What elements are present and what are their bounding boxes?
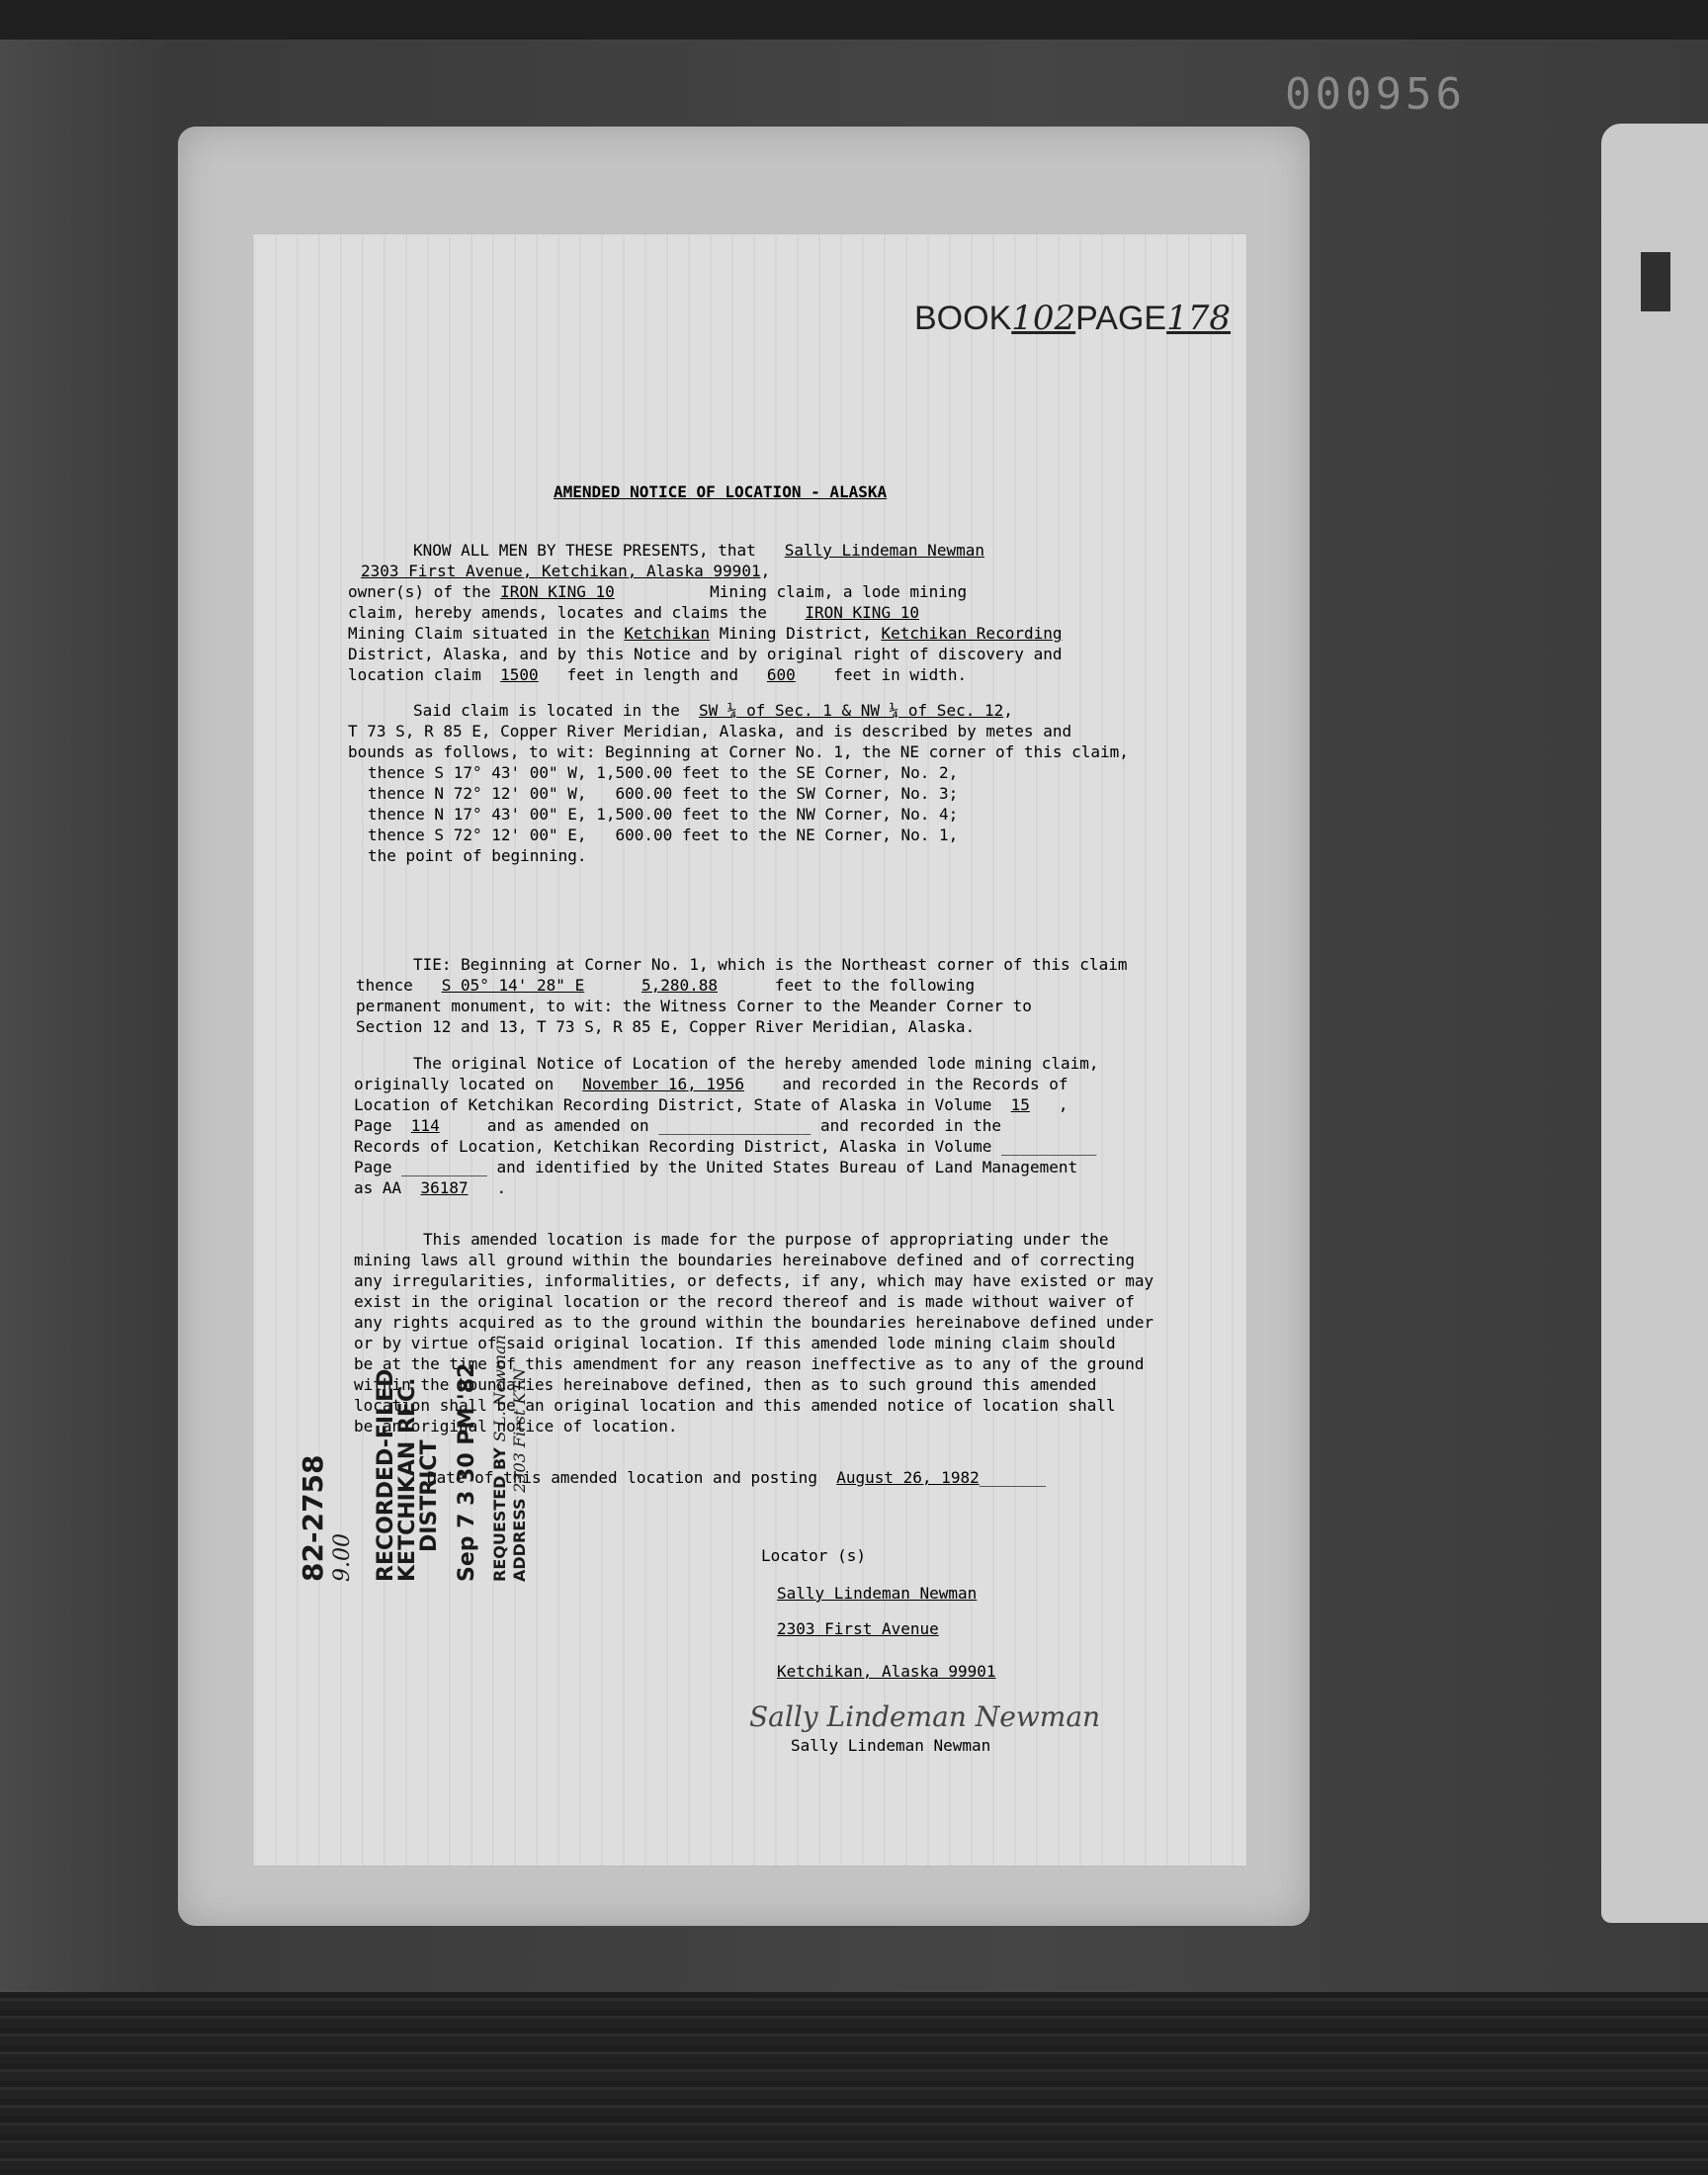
original-line1: The original Notice of Location of the hereby amended lode mining claim,: [413, 1054, 1099, 1073]
locator-city: Ketchikan, Alaska 99901: [777, 1662, 996, 1681]
purpose-line10: be an original notice of location.: [354, 1417, 678, 1436]
book-number: 102: [1011, 299, 1076, 338]
located-date: November 16, 1956: [582, 1075, 744, 1093]
claim-location: SW ¼ of Sec. 1 & NW ¼ of Sec. 12: [698, 701, 1004, 720]
document-title: AMENDED NOTICE OF LOCATION - ALASKA: [554, 482, 888, 501]
locator-street: 2303 First Avenue: [777, 1619, 939, 1638]
para1-line5: Mining Claim situated in the Ketchikan Mining District, Ketchikan Recording: [348, 624, 1063, 643]
locator-printed-name: Sally Lindeman Newman: [791, 1736, 991, 1755]
tie-distance: 5,280.88: [641, 976, 719, 995]
aa-number: 36187: [420, 1178, 469, 1197]
adjacent-page-strip: [1601, 124, 1708, 1923]
tie-line3: permanent monument, to wit: the Witness Corner to the Meander Corner to: [356, 997, 1032, 1015]
tie-line4: Section 12 and 13, T 73 S, R 85 E, Copper River Meridian, Alaska.: [356, 1017, 976, 1036]
claim-name-2: IRON KING 10: [805, 603, 919, 622]
original-line5: Records of Location, Ketchikan Recording District, Alaska in Volume __________: [354, 1137, 1097, 1156]
claim-width: 600: [766, 665, 796, 684]
para1-line3: owner(s) of the IRON KING 10 Mining claim, a lode mining: [348, 582, 968, 601]
adjacent-page-tab: [1641, 252, 1670, 311]
para2-line1: Said claim is located in the SW ¼ of Sec. 1 & NW ¼ of Sec. 12,: [413, 701, 1013, 720]
volume: 15: [1010, 1095, 1030, 1114]
tie-line2: thence S 05° 14' 28" E 5,280.88 feet to the following: [356, 976, 976, 995]
locator-name: Sally Lindeman Newman: [777, 1584, 978, 1603]
page: 114: [410, 1116, 440, 1135]
locator-heading: Locator (s): [761, 1546, 866, 1565]
owner-name: Sally Lindeman Newman: [784, 541, 984, 560]
page-label: PAGE: [1075, 300, 1167, 337]
bounds-call-4: thence S 72° 12' 00" E, 600.00 feet to the NE Corner, No. 1,: [368, 826, 959, 844]
posting-date: August 26, 1982: [836, 1468, 980, 1487]
original-line7: as AA 36187 .: [354, 1178, 507, 1197]
para1-line2: 2303 First Avenue, Ketchikan, Alaska 99901,: [361, 562, 771, 580]
recording-filed: RECORDED-FILED: [374, 1368, 398, 1582]
recording-datetime: Sep 7 3 30 PM '82: [455, 1362, 479, 1582]
tie-line1: TIE: Beginning at Corner No. 1, which is the Northeast corner of this claim: [413, 955, 1128, 974]
original-line3: Location of Ketchikan Recording District, State of Alaska in Volume 15 ,: [354, 1095, 1068, 1114]
purpose-line6: or by virtue of said original location. If this amended lode mining claim should: [354, 1334, 1116, 1352]
para1-line7: location claim 1500 feet in length and 600 feet in width.: [348, 665, 968, 684]
tie-bearing: S 05° 14' 28" E: [441, 976, 585, 995]
bounds-call-5: the point of beginning.: [368, 846, 587, 865]
bounds-call-1: thence S 17° 43' 00" W, 1,500.00 feet to the SE Corner, No. 2,: [368, 763, 959, 782]
bounds-call-3: thence N 17° 43' 00" E, 1,500.00 feet to the NW Corner, No. 4;: [368, 805, 959, 824]
scan-top-border: [0, 0, 1708, 40]
posting-date-line: Date of this amended location and posting August 26, 1982_______: [427, 1468, 1047, 1487]
purpose-line5: any rights acquired as to the ground within the boundaries hereinabove defined under: [354, 1313, 1154, 1332]
purpose-line7: be at the time of this amendment for any reason ineffective as to any of the ground: [354, 1354, 1145, 1373]
mining-district: Ketchikan: [624, 624, 711, 643]
purpose-line1: This amended location is made for the purpose of appropriating under the: [423, 1230, 1109, 1249]
purpose-line3: any irregularities, informalities, or defects, if any, which may have existed or may: [354, 1271, 1154, 1290]
para1-line6: District, Alaska, and by this Notice and by original right of discovery and: [348, 645, 1063, 663]
control-number: 000956: [1285, 69, 1466, 120]
recording-address: ADDRESS 2303 First KTN: [510, 1367, 529, 1582]
para1-line4: claim, hereby amends, locates and claims the IRON KING 10: [348, 603, 919, 622]
recording-district-1: KETCHIKAN REC.: [395, 1377, 420, 1582]
recording-district: Ketchikan Recording: [881, 624, 1063, 643]
original-line2: originally located on November 16, 1956 and recorded in the Records of: [354, 1075, 1068, 1093]
purpose-line9: location shall be an original location and this amended notice of location shall: [354, 1396, 1116, 1415]
book-label: BOOK: [914, 300, 1012, 337]
recording-doc-number: 82-2758: [297, 1454, 329, 1582]
locator-signature: Sally Lindeman Newman: [749, 1700, 1101, 1733]
claim-length: 1500: [500, 665, 539, 684]
original-line6: Page _________ and identified by the United States Bureau of Land Management: [354, 1158, 1078, 1176]
original-line4: Page 114 and as amended on ________________ and recorded in the: [354, 1116, 1002, 1135]
owner-address: 2303 First Avenue, Ketchikan, Alaska 99901: [361, 562, 761, 580]
recording-district-2: DISTRICT: [417, 1439, 442, 1552]
recording-fee: 9.00: [330, 1533, 355, 1582]
para2-line2: T 73 S, R 85 E, Copper River Meridian, Alaska, and is described by metes and: [348, 722, 1072, 740]
para1-line1: KNOW ALL MEN BY THESE PRESENTS, that Sally Lindeman Newman: [413, 541, 984, 560]
recording-stamp: [297, 1265, 534, 1582]
claim-name: IRON KING 10: [500, 582, 615, 601]
recording-requested-by: REQUESTED BY S.L. Newman: [490, 1335, 509, 1582]
document-page: [252, 233, 1247, 1867]
book-page-stamp: [914, 299, 1231, 338]
para2-line3: bounds as follows, to wit: Beginning at Corner No. 1, the NE corner of this claim,: [348, 742, 1129, 761]
purpose-line2: mining laws all ground within the boundaries hereinabove defined and of correcting: [354, 1251, 1135, 1269]
bounds-call-2: thence N 72° 12' 00" W, 600.00 feet to the SW Corner, No. 3;: [368, 784, 959, 803]
purpose-line8: within the boundaries hereinabove defined, then as to such ground this amended: [354, 1375, 1097, 1394]
scan-bottom-border: [0, 1992, 1708, 2175]
purpose-line4: exist in the original location or the record thereof and is made without waiver of: [354, 1292, 1135, 1311]
page-number: 178: [1166, 299, 1232, 338]
